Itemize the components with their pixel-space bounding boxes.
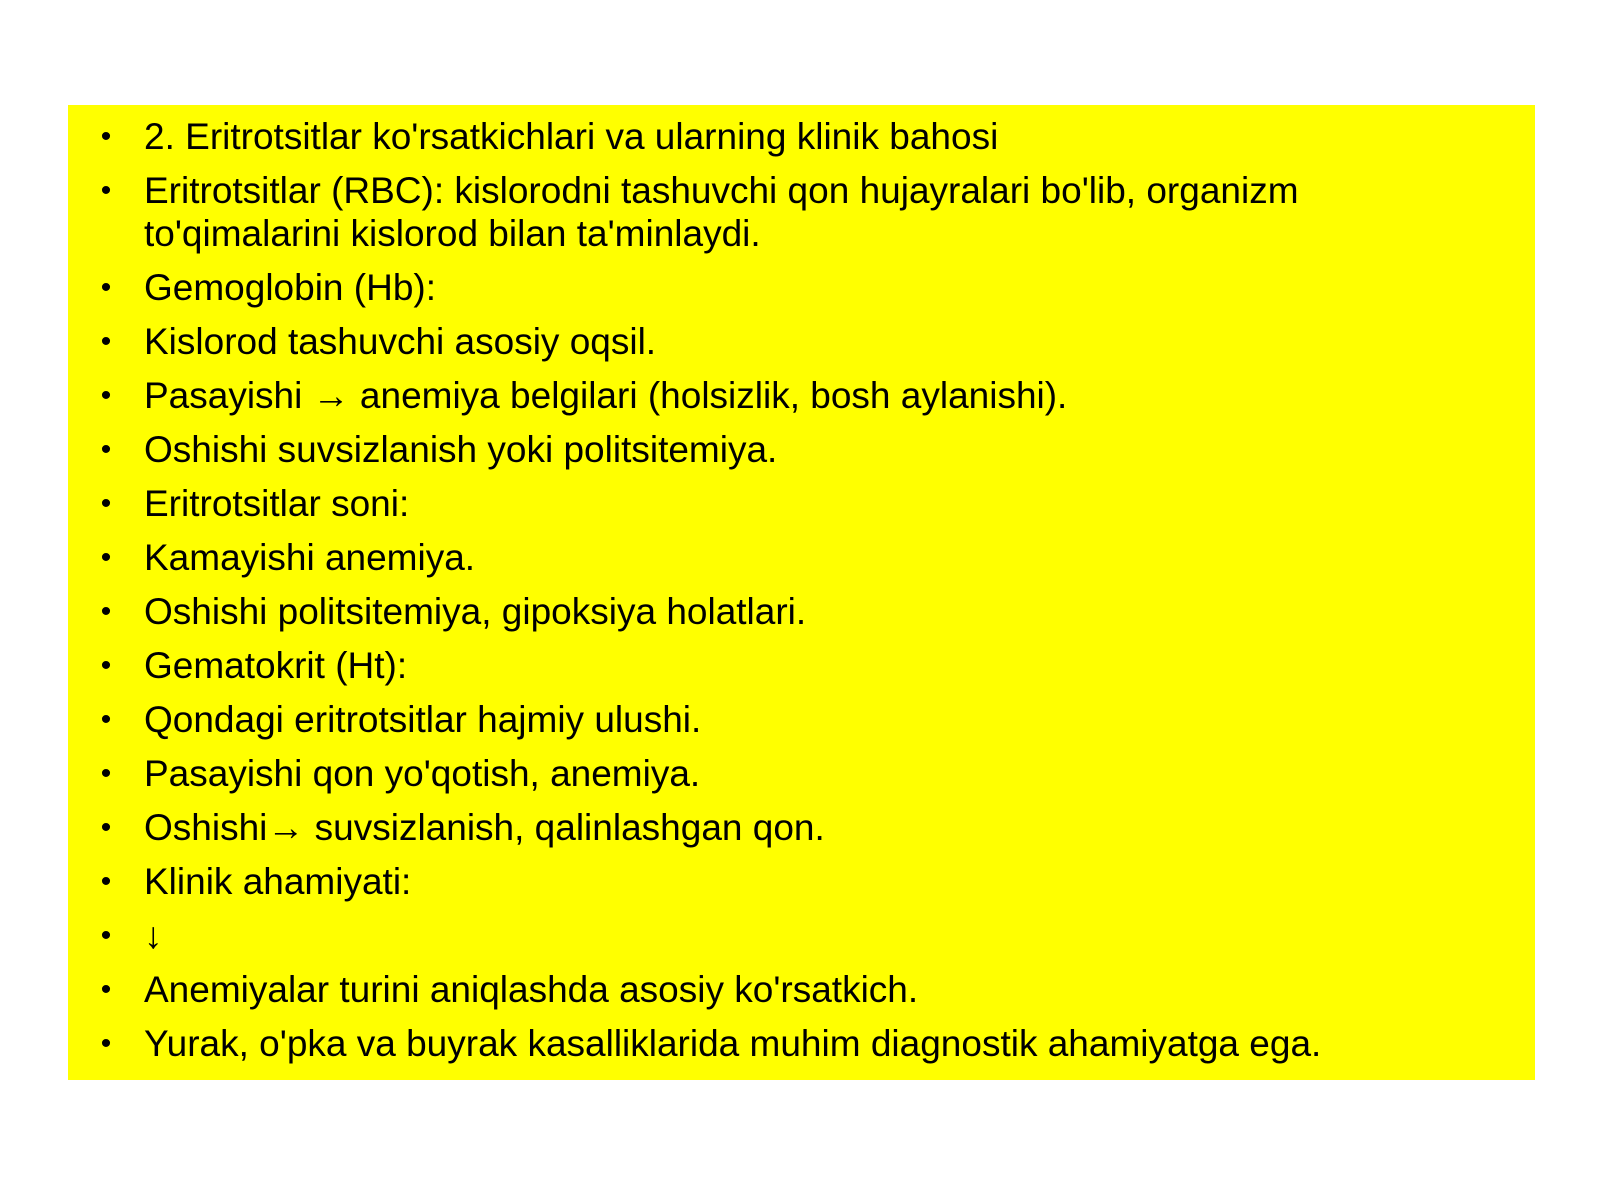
bullet-text: Klinik ahamiyati: [144, 861, 412, 902]
bullet-item [68, 968, 1475, 1011]
bullet-marker: • [100, 271, 112, 304]
bullet-item [68, 860, 1475, 903]
bullet-item [68, 590, 1475, 633]
bullet-marker: • [100, 1027, 112, 1060]
bullet-item [68, 1022, 1475, 1065]
bullet-text: Gemoglobin (Hb): [144, 267, 437, 308]
bullet-text: Gematokrit (Ht): [144, 645, 408, 686]
bullet-marker: • [100, 487, 112, 520]
bullet-item [68, 374, 1475, 417]
bullet-text: Pasayishi qon yo'qotish, anemiya. [144, 753, 701, 794]
bullet-item [68, 536, 1475, 579]
bullet-text: Oshishi suvsizlanish yoki politsitemiya. [144, 429, 778, 470]
bullet-marker: • [100, 379, 112, 412]
bullet-text: Pasayishi → anemiya belgilari (holsizlik, bosh aylanishi). [144, 375, 1068, 416]
bullet-marker: • [100, 973, 112, 1006]
bullet-marker: • [100, 541, 112, 574]
bullet-list [68, 115, 1475, 1065]
bullet-text: Qondagi eritrotsitlar hajmiy ulushi. [144, 699, 702, 740]
bullet-item [68, 752, 1475, 795]
bullet-marker: • [100, 120, 112, 153]
content-box [68, 105, 1535, 1080]
bullet-text: Kamayishi anemiya. [144, 537, 476, 578]
bullet-marker: • [100, 865, 112, 898]
bullet-text: Eritrotsitlar (RBC): kislorodni tashuvchi qon hujayralari bo'lib, organizm to'qimalarini kislorod bilan ta'minlaydi. [144, 170, 1299, 254]
bullet-item [68, 169, 1475, 255]
bullet-text: Yurak, o'pka va buyrak kasalliklarida muhim diagnostik ahamiyatga ega. [144, 1023, 1322, 1064]
bullet-marker: • [100, 811, 112, 844]
bullet-marker: • [100, 703, 112, 736]
bullet-text: Eritrotsitlar soni: [144, 483, 410, 524]
bullet-item [68, 320, 1475, 363]
bullet-text: 2. Eritrotsitlar ko'rsatkichlari va ularning klinik bahosi [144, 116, 999, 157]
bullet-item [68, 914, 1475, 957]
bullet-marker: • [100, 325, 112, 358]
bullet-item [68, 698, 1475, 741]
bullet-text: Kislorod tashuvchi asosiy oqsil. [144, 321, 657, 362]
bullet-marker: • [100, 433, 112, 466]
bullet-item [68, 266, 1475, 309]
bullet-item [68, 482, 1475, 525]
bullet-item [68, 428, 1475, 471]
bullet-marker: • [100, 757, 112, 790]
bullet-text: Anemiyalar turini aniqlashda asosiy ko'rsatkich. [144, 969, 919, 1010]
bullet-item [68, 644, 1475, 687]
bullet-item [68, 115, 1475, 158]
bullet-text: Oshishi politsitemiya, gipoksiya holatlari. [144, 591, 807, 632]
bullet-item [68, 806, 1475, 849]
bullet-marker: • [100, 174, 112, 207]
bullet-marker: • [100, 649, 112, 682]
bullet-text: ↓ [144, 915, 163, 956]
bullet-marker: • [100, 919, 112, 952]
bullet-text: Oshishi→ suvsizlanish, qalinlashgan qon. [144, 807, 825, 848]
bullet-marker: • [100, 595, 112, 628]
